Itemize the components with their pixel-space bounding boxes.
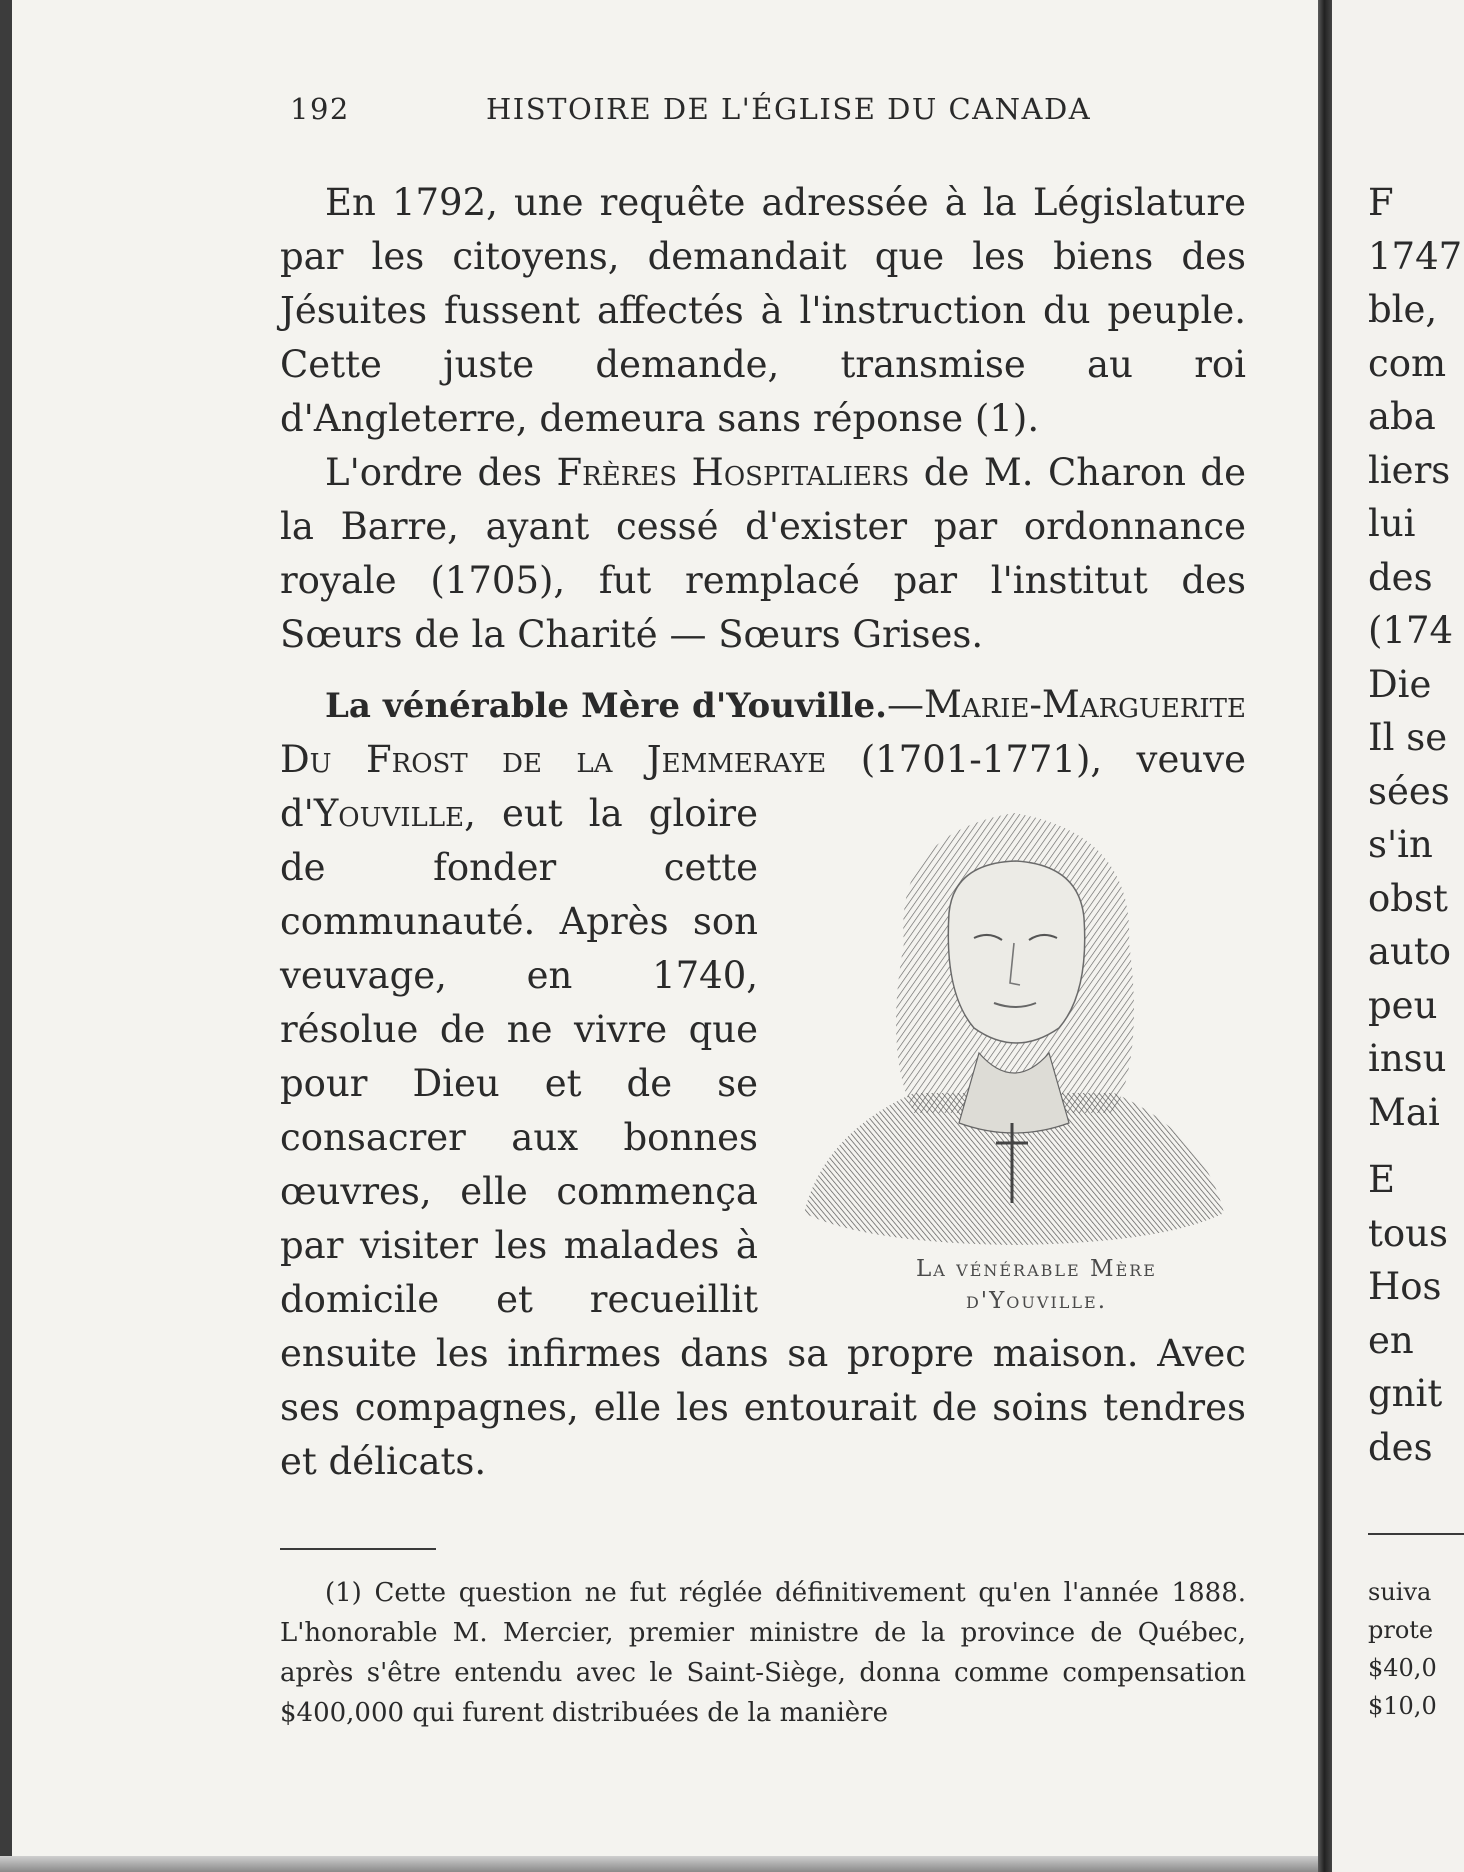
right-footnote-line: $10,0 bbox=[1368, 1692, 1437, 1720]
em-dash: — bbox=[886, 683, 924, 726]
book-spine bbox=[1318, 0, 1332, 1872]
right-page-footnote bbox=[1368, 1573, 1464, 1725]
right-page-line: liers bbox=[1368, 448, 1451, 492]
section-heading: La vénérable Mère d'Youville. bbox=[325, 686, 887, 726]
text-segment: (1701-1771), veuve d' bbox=[280, 738, 1246, 835]
footnote-text: (1) Cette question ne fut réglée définitivement qu'en l'année 1888. L'honorable M. Mercier, premier ministre de la province de Québec, après s'être entendu avec le Saint-Siège, donna comme compensation $400,000 qui furent distribuées de la manière bbox=[280, 1578, 1246, 1728]
paragraph-freres-hospitaliers bbox=[280, 446, 1246, 662]
page-number: 192 bbox=[290, 92, 350, 126]
right-page-line: gnit bbox=[1368, 1372, 1443, 1415]
right-page-line: sées bbox=[1368, 769, 1450, 813]
page-header bbox=[290, 92, 1252, 136]
right-footnote-divider bbox=[1368, 1533, 1464, 1535]
right-page-line: Mai bbox=[1368, 1090, 1440, 1134]
right-page-line: auto bbox=[1368, 930, 1452, 973]
portrait-caption-line-1: La vénérable Mère bbox=[916, 1256, 1157, 1282]
right-page-line: (174 bbox=[1368, 609, 1454, 652]
right-page-line: peu bbox=[1368, 983, 1438, 1027]
right-page-line: com bbox=[1368, 341, 1447, 385]
body-text bbox=[280, 176, 1246, 1489]
right-page-line: ble, bbox=[1368, 288, 1438, 331]
right-page-line: lui bbox=[1368, 502, 1416, 545]
right-page-line: aba bbox=[1368, 395, 1436, 438]
right-page-line: Hos bbox=[1368, 1265, 1442, 1308]
right-page-lines bbox=[1368, 176, 1464, 1474]
right-page-line: s'in bbox=[1368, 823, 1433, 866]
right-page-line: des bbox=[1368, 555, 1433, 599]
portrait-engraving-icon bbox=[784, 793, 1244, 1253]
text-segment: de M. Charon de la Barre, ayant cessé d'exister par ordonnance royale (1705), fut remplacé par l'institut des Sœurs de la Charité — Sœurs Grises. bbox=[280, 451, 1246, 656]
order-name: Frères Hospitaliers bbox=[556, 451, 910, 494]
right-page-line: des bbox=[1368, 1425, 1433, 1469]
portrait-caption-line-2: d'Youville. bbox=[965, 1288, 1108, 1314]
person-name: Marie-Marguerite Du Frost de la Jemmeraye bbox=[280, 683, 1246, 781]
page-bottom-edge bbox=[0, 1856, 1318, 1872]
paragraph-requete: En 1792, une requête adressée à la Législature par les citoyens, demandait que les biens des Jésuites fussent affectés à l'instruction du peuple. Cette juste demande, transmise au roi d'Angleterre, demeura sans réponse (1). bbox=[280, 181, 1246, 440]
text-segment: , eut la gloire de fonder cette communauté. Après son veuvage, en 1740, résolue de ne vivre que pour Dieu et de se consacrer aux bonnes œuvres, elle commença par visiter les malades à domicile et recueillit ensuite les infirmes dans sa propre maison. Avec ses compagnes, elle les entourait de soins tendres et délicats. bbox=[280, 792, 1246, 1483]
right-page-line: E bbox=[1368, 1158, 1396, 1201]
portrait-figure bbox=[774, 793, 1254, 1319]
running-title: HISTOIRE DE L'ÉGLISE DU CANADA bbox=[486, 92, 1092, 126]
text-segment: L'ordre des bbox=[325, 451, 557, 494]
surname-youville: Youville bbox=[313, 792, 465, 835]
right-footnote-line: $40,0 bbox=[1368, 1654, 1437, 1682]
right-page-line: Il se bbox=[1368, 716, 1448, 759]
right-footnote-line: suiva bbox=[1368, 1578, 1432, 1606]
right-page-line: F bbox=[1368, 181, 1394, 224]
right-page-line: Die bbox=[1368, 662, 1432, 706]
right-page-line: obst bbox=[1368, 876, 1448, 920]
paragraph-mere-youville bbox=[280, 678, 1246, 1489]
right-page-line: 1747 bbox=[1368, 234, 1463, 278]
left-page bbox=[12, 0, 1318, 1856]
right-page-line: tous bbox=[1368, 1211, 1448, 1255]
right-page-line: insu bbox=[1368, 1037, 1447, 1080]
right-page-line: en bbox=[1368, 1318, 1414, 1362]
right-page bbox=[1332, 0, 1464, 1872]
footnote bbox=[280, 1573, 1246, 1733]
footnote-divider bbox=[280, 1548, 436, 1550]
right-footnote-line: prote bbox=[1368, 1616, 1434, 1644]
